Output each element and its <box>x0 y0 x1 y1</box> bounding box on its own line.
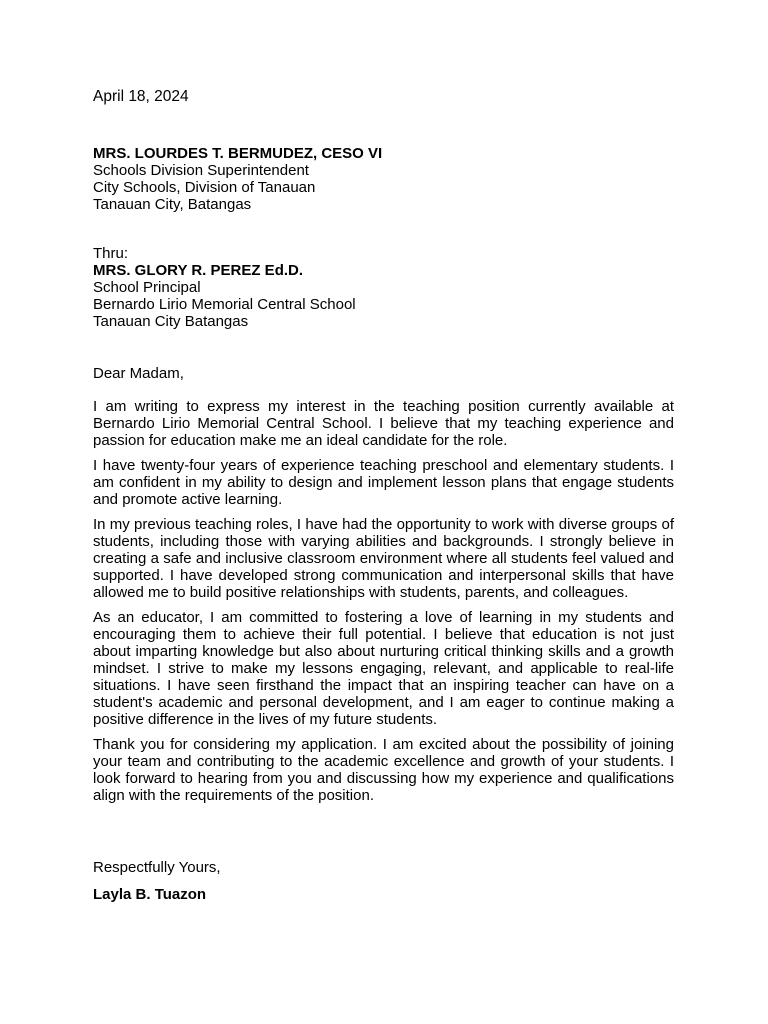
signature-name: Layla B. Tuazon <box>93 886 207 903</box>
recipient-block <box>93 145 683 213</box>
thru-name: MRS. GLORY R. PEREZ Ed.D. <box>93 262 304 279</box>
salutation: Dear Madam, <box>93 365 184 382</box>
recipient-address: Tanauan City, Batangas <box>93 196 252 213</box>
closing: Respectfully Yours, <box>93 859 221 876</box>
body-paragraph: As an educator, I am committed to fostering a love of learning in my students and encouraging them to achieve their full potential. I believe that education is not just about imparting knowledge but also about nurturing critical thinking skills and a growth mindset. I strive to make my lessons engaging, relevant, and applicable to real-life situations. I have seen firsthand the impact that an inspiring teacher can have on a student's academic and personal development, and I am eager to continue making a positive difference in the lives of my future students. <box>93 609 674 728</box>
thru-school: Bernardo Lirio Memorial Central School <box>93 296 356 313</box>
thru-title: School Principal <box>93 279 201 296</box>
body-paragraph: In my previous teaching roles, I have had the opportunity to work with diverse groups of students, including those with varying abilities and backgrounds. I strongly believe in creating a safe and inclusive classroom environment where all students feel valued and supported. I have developed strong communication and interpersonal skills that have allowed me to build positive relationships with students, parents, and colleagues. <box>93 516 674 601</box>
thru-block <box>93 245 683 330</box>
recipient-name: MRS. LOURDES T. BERMUDEZ, CESO VI <box>93 145 383 162</box>
letter-date: April 18, 2024 <box>93 88 189 105</box>
letter-body <box>93 398 674 812</box>
thru-label: Thru: <box>93 245 129 262</box>
recipient-title: Schools Division Superintendent <box>93 162 309 179</box>
body-paragraph: I am writing to express my interest in the teaching position currently available at Bernardo Lirio Memorial Central School. I believe that my teaching experience and passion for education make me an ideal candidate for the role. <box>93 398 674 449</box>
body-paragraph: I have twenty-four years of experience teaching preschool and elementary students. I am confident in my ability to design and implement lesson plans that engage students and promote active learning. <box>93 457 674 508</box>
recipient-office: City Schools, Division of Tanauan <box>93 179 316 196</box>
body-paragraph: Thank you for considering my application. I am excited about the possibility of joining your team and contributing to the academic excellence and growth of your students. I look forward to hearing from you and discussing how my experience and qualifications align with the requirements of the position. <box>93 736 674 804</box>
thru-address: Tanauan City Batangas <box>93 313 249 330</box>
